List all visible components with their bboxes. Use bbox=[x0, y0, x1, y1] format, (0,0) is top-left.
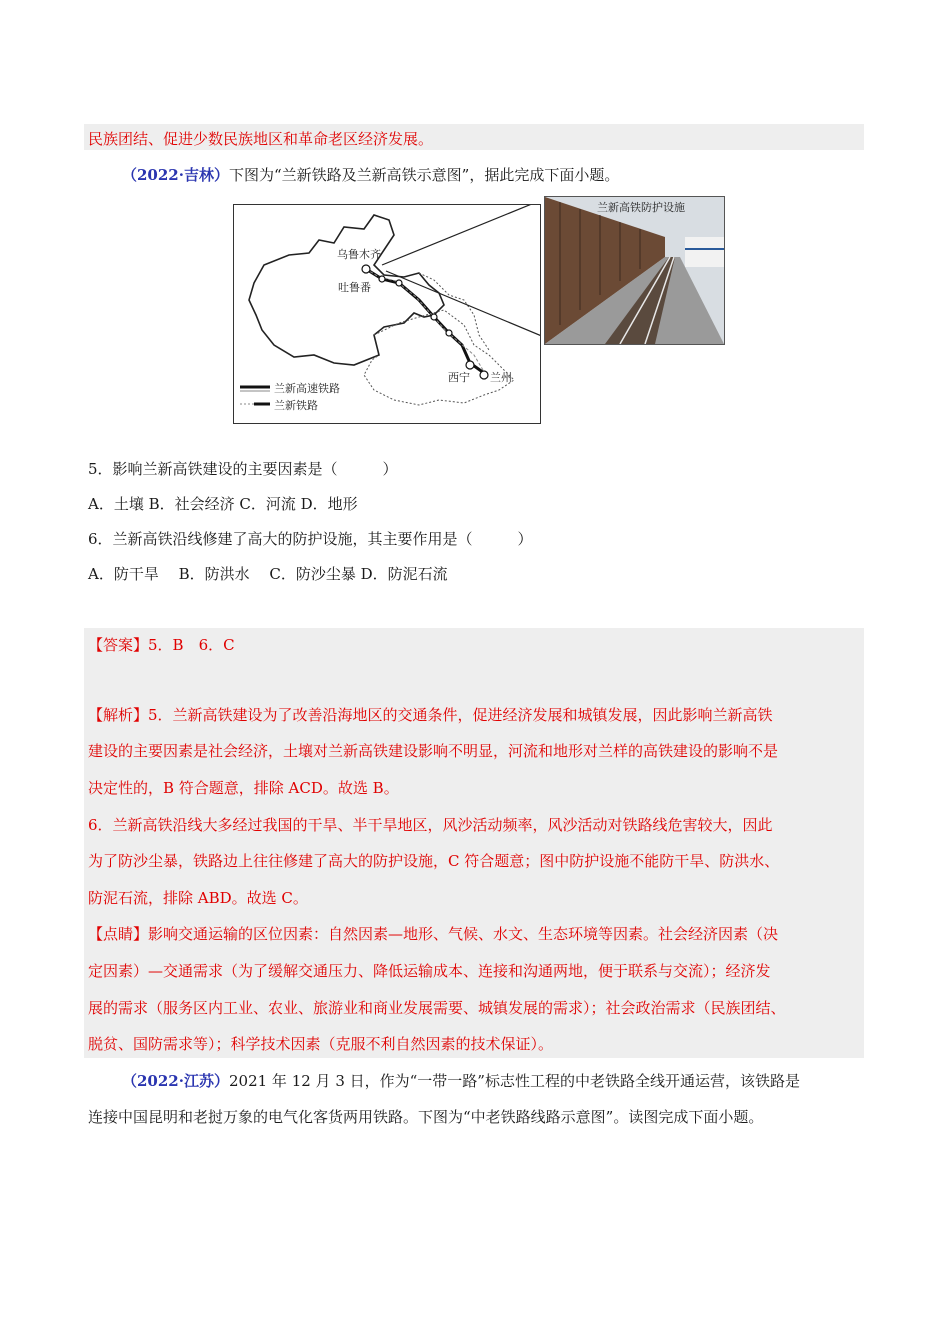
question-6-stem: 6．兰新高铁沿线修建了高大的防护设施，其主要作用是（ ） bbox=[88, 530, 533, 548]
protection-facility-photo bbox=[544, 196, 725, 345]
tip-line-1: 【点睛】影响交通运输的区位因素：自然因素—地形、气候、水文、生态环境等因素。社会经济因素（决 bbox=[88, 925, 779, 943]
city-urumqi: 乌鲁木齐 bbox=[337, 248, 381, 261]
question-group-intro bbox=[122, 164, 619, 185]
analysis-line-3: 决定性的，B 符合题意，排除 ACD。故选 B。 bbox=[88, 779, 399, 797]
intro-continuation: 民族团结、促进少数民族地区和革命老区经济发展。 bbox=[88, 130, 434, 148]
source-tag-2: （2022·江苏） bbox=[122, 1072, 229, 1090]
question-group-2-line-1 bbox=[122, 1070, 800, 1091]
source-tag: （2022·吉林） bbox=[122, 166, 229, 184]
group-stem: 下图为“兰新铁路及兰新高铁示意图”，据此完成下面小题。 bbox=[228, 166, 620, 184]
question-5-stem: 5．影响兰新高铁建设的主要因素是（ ） bbox=[88, 460, 398, 478]
analysis-line-5: 为了防沙尘暴，铁路边上往往修建了高大的防护设施，C 符合题意；图中防护设施不能防干旱、防洪水、 bbox=[88, 852, 780, 870]
analysis-line-1: 【解析】5．兰新高铁建设为了改善沿海地区的交通条件，促进经济发展和城镇发展，因此影响兰新高铁 bbox=[88, 706, 773, 724]
legend-hsr: 兰新高速铁路 bbox=[274, 382, 340, 395]
answer-shade bbox=[84, 628, 864, 1058]
analysis-line-4: 6．兰新高铁沿线大多经过我国的干旱、半干旱地区，风沙活动频率，风沙活动对铁路线危害较大，因此 bbox=[88, 816, 773, 834]
legend-rail: 兰新铁路 bbox=[274, 399, 318, 412]
tip-line-2: 定因素）—交通需求（为了缓解交通压力、降低运输成本、连接和沟通两地，便于联系与交流）；经济发 bbox=[88, 962, 771, 980]
question-6-options: A．防干旱 B．防洪水 C．防沙尘暴 D．防泥石流 bbox=[88, 565, 448, 583]
question-group-2-line-2: 连接中国昆明和老挝万象的电气化客货两用铁路。下图为“中老铁路线路示意图”。读图完成下面小题。 bbox=[88, 1108, 764, 1126]
railway-map-svg bbox=[234, 205, 540, 423]
city-lanzhou: 兰州 bbox=[490, 371, 512, 384]
group-2-text: 2021 年 12 月 3 日，作为“一带一路”标志性工程的中老铁路全线开通运营，该铁路是 bbox=[228, 1072, 800, 1090]
analysis-line-6: 防泥石流，排除 ABD。故选 C。 bbox=[88, 889, 308, 907]
photo-svg bbox=[545, 197, 724, 344]
analysis-line-2: 建设的主要因素是社会经济，土壤对兰新高铁建设影响不明显，河流和地形对兰样的高铁建设的影响不是 bbox=[88, 742, 779, 760]
tip-line-3: 展的需求（服务区内工业、农业、旅游业和商业发展需要、城镇发展的需求）；社会政治需求（民族团结、 bbox=[88, 999, 786, 1017]
city-turpan: 吐鲁番 bbox=[338, 281, 371, 294]
question-5-options: A．土壤 B．社会经济 C．河流 D．地形 bbox=[88, 495, 358, 513]
photo-label: 兰新高铁防护设施 bbox=[597, 201, 685, 214]
answer-line: 【答案】5．B 6．C bbox=[88, 636, 235, 654]
railway-map bbox=[233, 204, 541, 424]
city-xining: 西宁 bbox=[448, 371, 470, 384]
tip-line-4: 脱贫、国防需求等）；科学技术因素（克服不利自然因素的技术保证）。 bbox=[88, 1035, 554, 1053]
